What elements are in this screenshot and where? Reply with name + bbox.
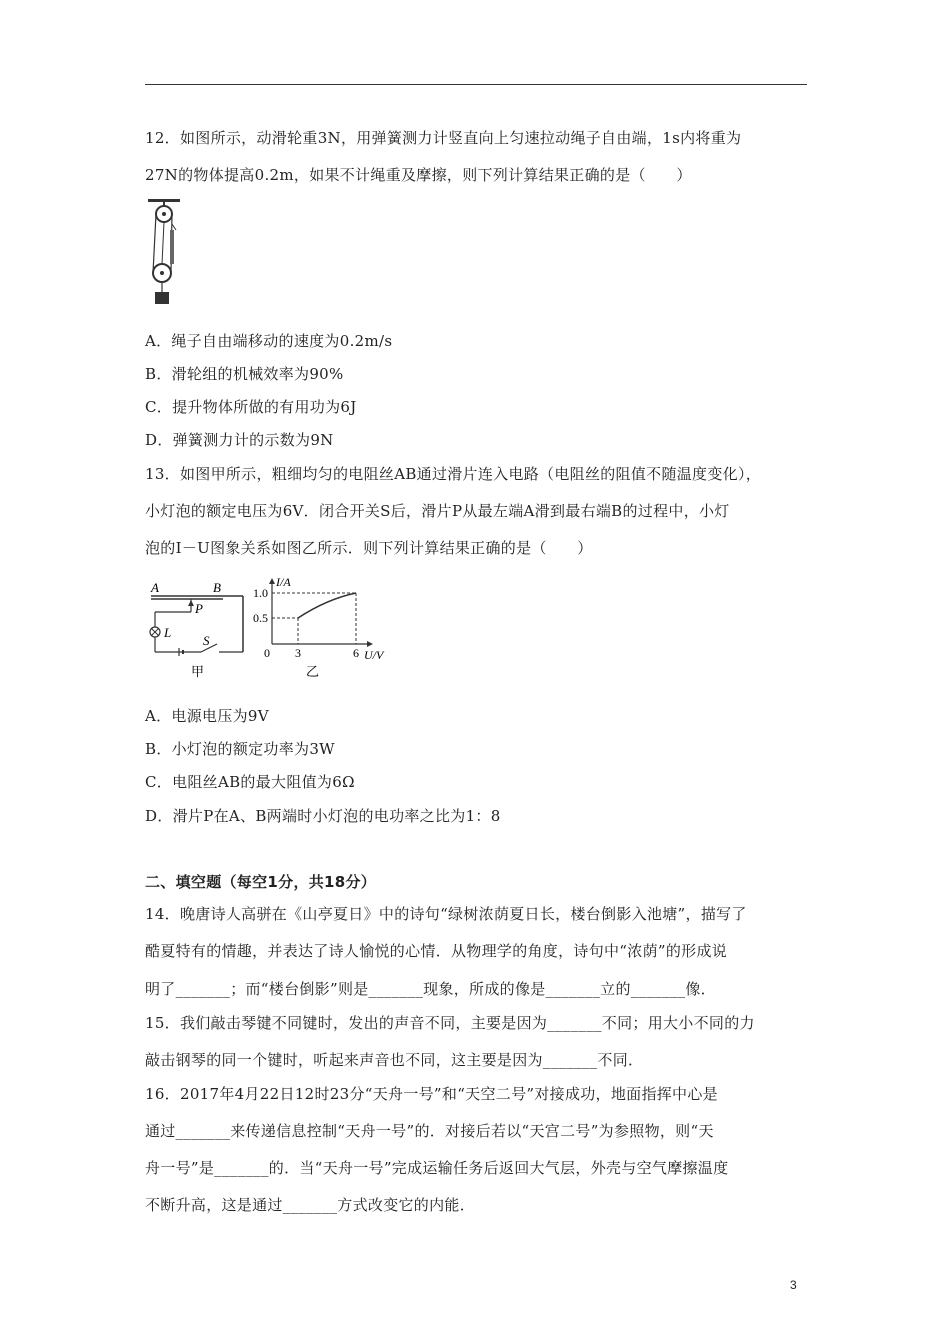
q12-option-a: A．绳子自由端移动的速度为0.2m/s (145, 332, 393, 350)
q16-line-4: 不断升高，这是通过_______方式改变它的内能． (145, 1196, 476, 1214)
q13-line-3: 泡的I－U图象关系如图乙所示．则下列计算结果正确的是（ ） (145, 539, 593, 557)
circuit-label-l: L (164, 625, 172, 640)
circuit-diagram-jia (143, 576, 253, 682)
graph-y-tick-0-5: 0.5 (253, 611, 268, 625)
iu-graph-yi (252, 576, 402, 682)
circuit-label-a: A (151, 580, 159, 595)
graph-y-tick-1: 1.0 (253, 586, 268, 600)
q15-line-1: 15．我们敲击琴键不同键时，发出的声音不同，主要是因为_______不同；用大小不同的力 (145, 1014, 755, 1032)
graph-x-tick-6: 6 (353, 646, 359, 660)
q12-line-2: 27N的物体提高0.2m，如果不计绳重及摩擦，则下列计算结果正确的是（ ） (145, 166, 692, 184)
graph-y-axis-label: I/A (276, 576, 291, 589)
page-number: 3 (790, 1278, 797, 1292)
circuit-caption: 甲 (191, 664, 205, 679)
graph-x-tick-0: 0 (264, 646, 270, 660)
q16-line-1: 16．2017年4月22日12时23分“天舟一号”和“天空二号”对接成功，地面指挥中心是 (145, 1085, 718, 1103)
circuit-label-b: B (213, 580, 221, 595)
q12-option-d: D．弹簧测力计的示数为9N (145, 431, 334, 449)
pulley-figure (144, 198, 184, 310)
section-heading-fill-blank: 二、填空题（每空1分，共18分） (145, 873, 377, 891)
q13-option-b: B．小灯泡的额定功率为3W (145, 740, 335, 758)
circuit-label-s: S (203, 633, 210, 648)
q16-line-2: 通过_______来传递信息控制“天舟一号”的．对接后若以“天宫二号”为参照物，则“天 (145, 1122, 714, 1140)
q16-line-3: 舟一号”是_______的．当“天舟一号”完成运输任务后返回大气层，外壳与空气摩擦温度 (145, 1159, 729, 1177)
q13-option-d: D．滑片P在A、B两端时小灯泡的电功率之比为1：8 (145, 807, 501, 825)
q12-option-c: C．提升物体所做的有用功为6J (145, 398, 357, 416)
q13-option-c: C．电阻丝AB的最大阻值为6Ω (145, 773, 355, 791)
q14-line-2: 酷夏特有的情趣，并表达了诗人愉悦的心情．从物理学的角度，诗句中“浓荫”的形成说 (145, 942, 728, 960)
graph-x-tick-3: 3 (295, 646, 301, 660)
q13-line-2: 小灯泡的额定电压为6V．闭合开关S后，滑片P从最左端A滑到最右端B的过程中，小灯 (145, 502, 730, 520)
graph-caption: 乙 (306, 664, 320, 679)
q13-line-1: 13．如图甲所示，粗细均匀的电阻丝AB通过滑片连入电路（电阻丝的阻值不随温度变化）， (145, 465, 762, 483)
q12-option-b: B．滑轮组的机械效率为90% (145, 365, 344, 383)
circuit-label-p: P (195, 601, 203, 616)
q14-line-3: 明了_______；而“楼台倒影”则是_______现象，所成的像是_______立的_______像． (145, 980, 716, 998)
q15-line-2: 敲击钢琴的同一个键时，听起来声音也不同，这主要是因为_______不同． (145, 1051, 644, 1069)
q12-line-1: 12．如图所示，动滑轮重3N，用弹簧测力计竖直向上匀速拉动绳子自由端，1s内将重为 (145, 129, 742, 147)
q13-option-a: A．电源电压为9V (145, 707, 269, 725)
header-rule (145, 84, 807, 85)
q14-line-1: 14．晚唐诗人高骈在《山亭夏日》中的诗句“绿树浓荫夏日长，楼台倒影入池塘”，描写了 (145, 905, 747, 923)
graph-x-axis-label: U/V (364, 648, 384, 662)
